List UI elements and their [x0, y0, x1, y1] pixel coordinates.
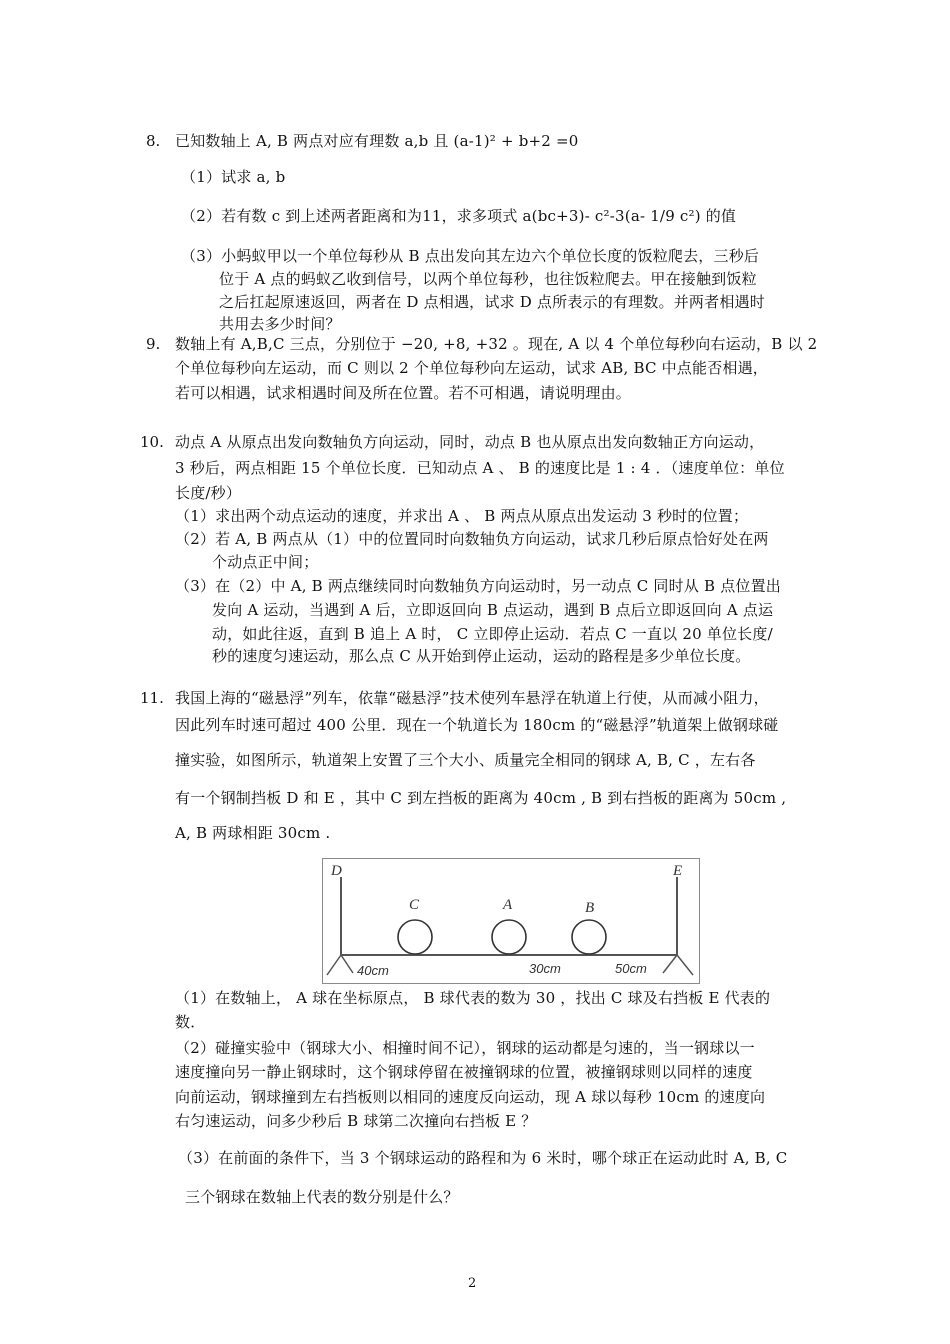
label-e: E [673, 863, 683, 879]
left-leg-outer [327, 955, 341, 975]
q8-part3-line2: 位于 A 点的蚂蚁乙收到信号，以两个单位每秒，也往饭粒爬去。甲在接触到饭粒 [219, 270, 757, 288]
q11-part3-line2: 三个钢球在数轴上代表的数分别是什么？ [185, 1188, 459, 1206]
q11-part2-line4: 右匀速运动，问多少秒后 B 球第二次撞向右挡板 E ？ [175, 1112, 537, 1130]
q10-part2-line2: 个动点正中间； [212, 553, 319, 571]
q9-number: 9. [146, 335, 161, 353]
q10-part3-line1: （3）在（2）中 A, B 两点继续同时向数轴负方向运动时，另一动点 C 同时从 B 点位置出 [175, 577, 781, 595]
dim-30cm: 30cm [529, 961, 561, 976]
right-leg-outer [677, 955, 693, 975]
q9-line3: 若可以相遇，试求相遇时间及所在位置。若不可相遇，请说明理由。 [175, 384, 632, 402]
dim-50cm: 50cm [615, 961, 647, 976]
q10-line2: 3 秒后，两点相距 15 个单位长度．已知动点 A 、 B 的速度比是 1 : 4 ．（速度单位：单位 [175, 459, 785, 477]
ball-b [572, 920, 606, 954]
q10-line1: 动点 A 从原点出发向数轴负方向运动，同时，动点 B 也从原点出发向数轴正方向运动， [175, 433, 765, 451]
q11-line4: 有一个钢制挡板 D 和 E ，其中 C 到左挡板的距离为 40cm , B 到右挡板的距离为 50cm , [175, 789, 787, 807]
left-leg-inner [341, 955, 353, 973]
q10-line3: 长度/秒） [175, 484, 242, 502]
q10-part2-line1: （2）若 A, B 两点从（1）中的位置同时向数轴负方向运动，试求几秒后原点恰好处在两 [175, 530, 769, 548]
q11-part2-line2: 速度撞向另一静止钢球时，这个钢球停留在被撞钢球的位置，被撞钢球则以同样的速度 [175, 1063, 753, 1081]
q10-part3-line3: 动，如此往返，直到 B 追上 A 时， C 立即停止运动．若点 C 一直以 20 单位长度/ [212, 625, 773, 643]
rail-diagram [323, 859, 699, 983]
q9-line1: 数轴上有 A,B,C 三点，分别位于 −20, +8, +32 。现在, A 以 4 个单位每秒向右运动，B 以 2 [175, 335, 818, 353]
q11-line1: 我国上海的“磁悬浮”列车，依靠“磁悬浮”技术使列车悬浮在轨道上行使，从而减小阻力， [175, 689, 769, 707]
label-a: A [503, 897, 513, 913]
ball-a [492, 920, 526, 954]
q11-line3: 撞实验，如图所示，轨道架上安置了三个大小、质量完全相同的钢球 A, B, C ，左右各 [175, 751, 756, 769]
label-d: D [331, 863, 342, 879]
q11-part2-line1: （2）碰撞实验中（钢球大小、相撞时间不记），钢球的运动都是匀速的，当一钢球以一 [175, 1039, 755, 1057]
q9-line2: 个单位每秒向左运动，而 C 则以 2 个单位每秒向左运动，试求 AB, BC 中点能否相遇， [175, 359, 769, 377]
q8-number: 8. [146, 132, 161, 150]
q11-number: 11. [140, 689, 164, 707]
right-leg-inner [663, 955, 677, 973]
q10-part3-line4: 秒的速度匀速运动，那么点 C 从开始到停止运动，运动的路程是多少单位长度。 [212, 647, 751, 665]
q11-part1-line2: 数． [175, 1013, 206, 1031]
ball-c [398, 920, 432, 954]
q8-part3-line4: 共用去多少时间？ [219, 315, 341, 333]
q8-stem: 已知数轴上 A, B 两点对应有理数 a,b 且 (a-1)² + b+2 =0 [175, 132, 579, 150]
q8-part1: （1）试求 a, b [181, 168, 286, 186]
q11-line5: A, B 两球相距 30cm . [175, 824, 331, 842]
q10-part1: （1）求出两个动点运动的速度，并求出 A 、 B 两点从原点出发运动 3 秒时的位置； [175, 507, 749, 525]
q11-part2-line3: 向前运动，钢球撞到左右挡板则以相同的速度反向运动，现 A 球以每秒 10cm 的速度向 [175, 1088, 766, 1106]
q11-part1-line1: （1）在数轴上， A 球在坐标原点， B 球代表的数为 30 ，找出 C 球及右挡板 E 代表的 [175, 989, 771, 1007]
q10-number: 10. [140, 433, 164, 451]
q8-part2: （2）若有数 c 到上述两者距离和为11，求多项式 a(bc+3)- c²-3(a- 1/9 c²) 的值 [181, 207, 737, 225]
dim-40cm: 40cm [357, 963, 389, 978]
label-b: B [585, 900, 595, 916]
label-c: C [409, 897, 420, 913]
q8-part3-line3: 之后扛起原速返回，两者在 D 点相遇，试求 D 点所表示的有理数。并两者相遇时 [219, 293, 765, 311]
q8-part3-line1: （3）小蚂蚁甲以一个单位每秒从 B 点出发向其左边六个单位长度的饭粒爬去，三秒后 [181, 247, 760, 265]
page-number: 2 [468, 1276, 477, 1291]
rail-figure [322, 858, 700, 984]
q10-part3-line2: 发向 A 运动，当遇到 A 后，立即返回向 B 点运动，遇到 B 点后立即返回向 A 点运 [212, 601, 774, 619]
q11-part3-line1: （3）在前面的条件下，当 3 个钢球运动的路程和为 6 米时，哪个球正在运动此时 A, B, C [178, 1149, 788, 1167]
q11-line2: 因此列车时速可超过 400 公里．现在一个轨道长为 180cm 的“磁悬浮”轨道架上做钢球碰 [175, 716, 779, 734]
